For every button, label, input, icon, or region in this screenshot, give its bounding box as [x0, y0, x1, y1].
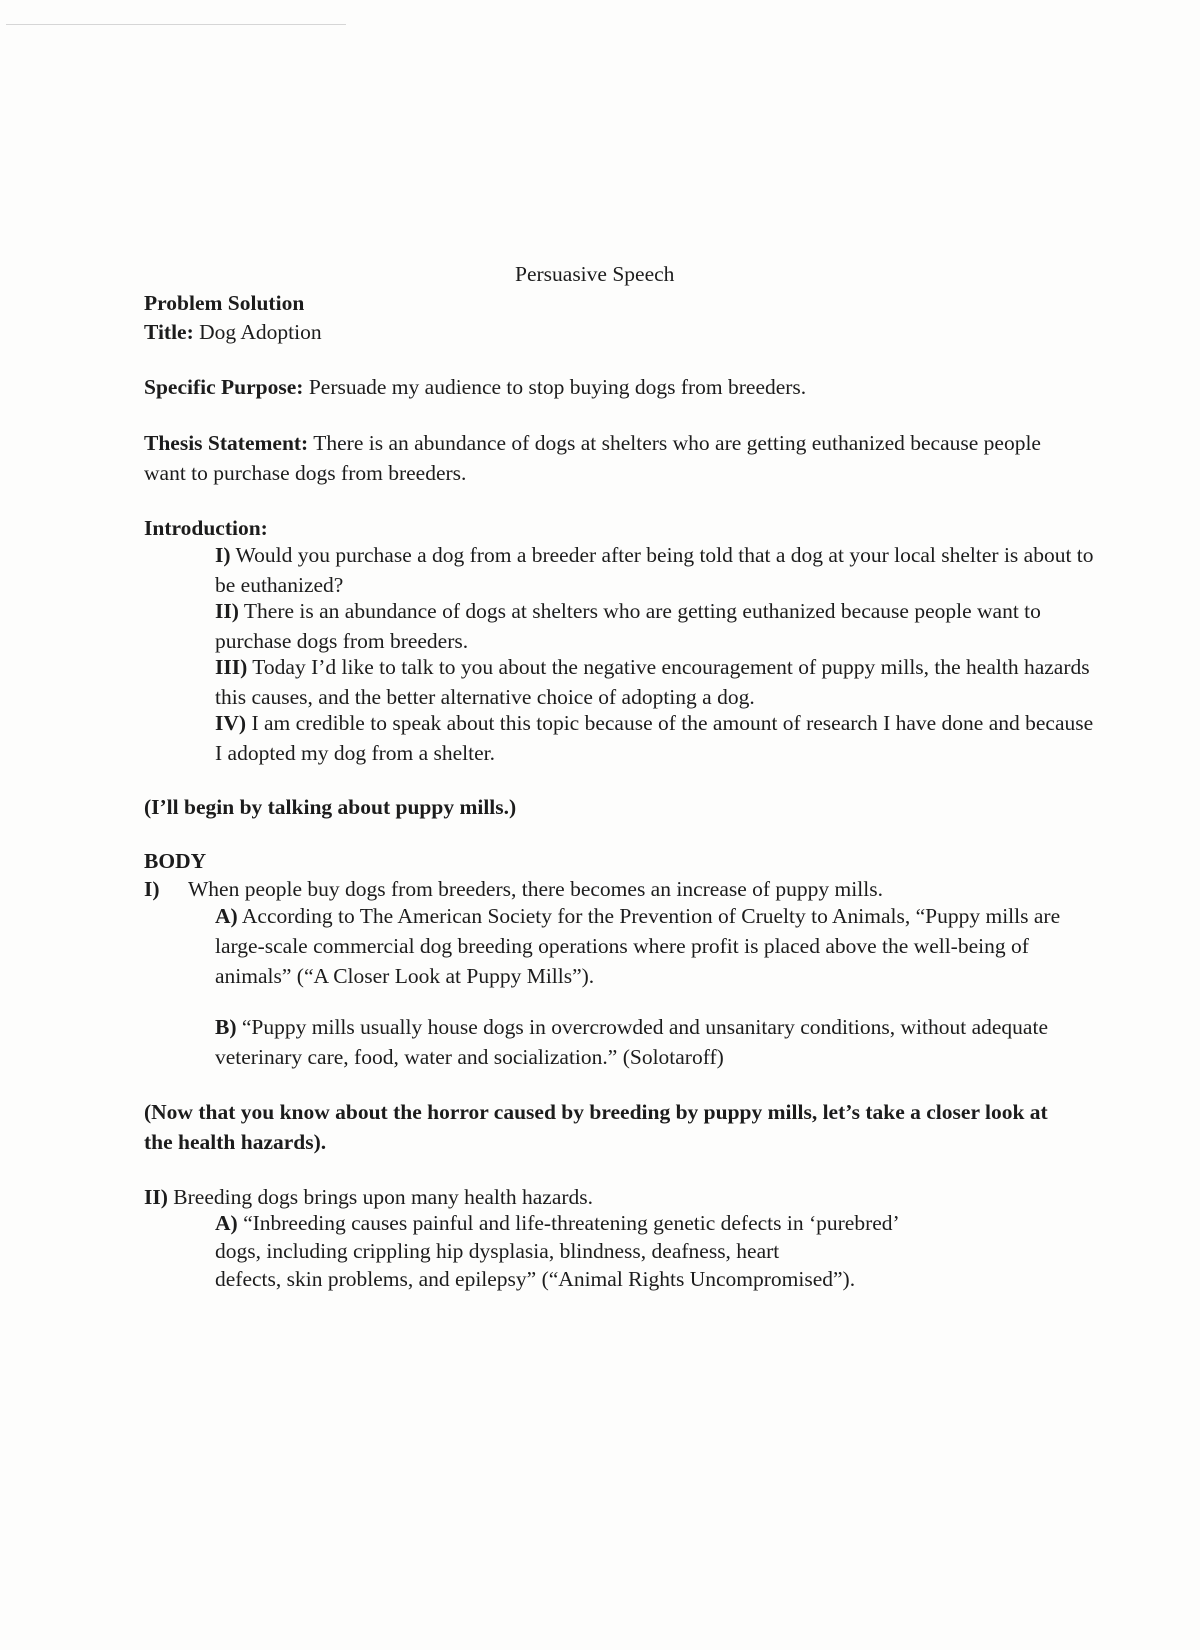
sub-point: [215, 1012, 1095, 1072]
body-point-number: II): [144, 1185, 168, 1209]
intro-item: [215, 708, 1095, 768]
purpose-text: Persuade my audience to stop buying dogs from breeders.: [308, 375, 807, 399]
title-label: Title:: [144, 320, 194, 344]
sub-point-text: According to The American Society for the Prevention of Cruelty to Animals, “Puppy mills are large-scale commercial dog breeding operations where profit is placed above the well-being of animals” (“A Closer Look at Puppy Mills”).: [215, 904, 1061, 988]
intro-item: [215, 540, 1095, 600]
introduction-heading: Introduction:: [144, 516, 268, 540]
specific-purpose: [144, 372, 806, 402]
intro-item-text: Today I’d like to talk to you about the negative encouragement of puppy mills, the health hazards this causes, and the better alternative choice of adopting a dog.: [215, 655, 1090, 709]
transition-health-hazards: (Now that you know about the horror caused by breeding by puppy mills, let’s take a closer look at the health hazards).: [144, 1100, 1048, 1154]
sub-point-text: “Inbreeding causes painful and life-threatening genetic defects in ‘purebred’: [243, 1211, 900, 1235]
sub-point-line: [215, 1208, 900, 1238]
body-point-number: I): [144, 877, 160, 901]
intro-item: [215, 596, 1095, 656]
speech-type: Problem Solution: [144, 291, 305, 315]
page-title: Persuasive Speech: [515, 262, 675, 286]
sub-point-letter: B): [215, 1015, 237, 1039]
sub-point-line: defects, skin problems, and epilepsy” (“Animal Rights Uncompromised”).: [215, 1267, 856, 1291]
purpose-label: Specific Purpose:: [144, 375, 304, 399]
intro-item-number: I): [215, 543, 231, 567]
body-point-text: Breeding dogs brings upon many health hazards.: [173, 1185, 594, 1209]
sub-point: [215, 901, 1100, 991]
sub-point-letter: A): [215, 904, 238, 928]
intro-item-text: Would you purchase a dog from a breeder after being told that a dog at your local shelter is about to be euthanized?: [215, 543, 1094, 597]
body-point-text: When people buy dogs from breeders, there becomes an increase of puppy mills.: [188, 877, 883, 901]
sub-point-text: “Puppy mills usually house dogs in overcrowded and unsanitary conditions, without adequate veterinary care, food, water and socialization.” (Solotaroff): [215, 1015, 1048, 1069]
transition-puppy-mills: (I’ll begin by talking about puppy mills.): [144, 795, 517, 819]
thesis-statement: [144, 428, 1079, 488]
intro-item-number: IV): [215, 711, 247, 735]
intro-item-number: II): [215, 599, 239, 623]
intro-item: [215, 652, 1095, 712]
sub-point-line: dogs, including crippling hip dysplasia, blindness, deafness, heart: [215, 1239, 780, 1263]
title-value: Dog Adoption: [199, 320, 322, 344]
speech-title: [144, 317, 322, 347]
thesis-label: Thesis Statement:: [144, 431, 309, 455]
body-heading: BODY: [144, 849, 207, 873]
sub-point-letter: A): [215, 1211, 238, 1235]
intro-item-number: III): [215, 655, 248, 679]
intro-item-text: I am credible to speak about this topic because of the amount of research I have done and because I adopted my dog from a shelter.: [215, 711, 1094, 765]
thesis-text: There is an abundance of dogs at shelters who are getting euthanized because people want to purchase dogs from breeders.: [144, 431, 1041, 485]
intro-item-text: There is an abundance of dogs at shelters who are getting euthanized because people want to purchase dogs from breeders.: [215, 599, 1041, 653]
